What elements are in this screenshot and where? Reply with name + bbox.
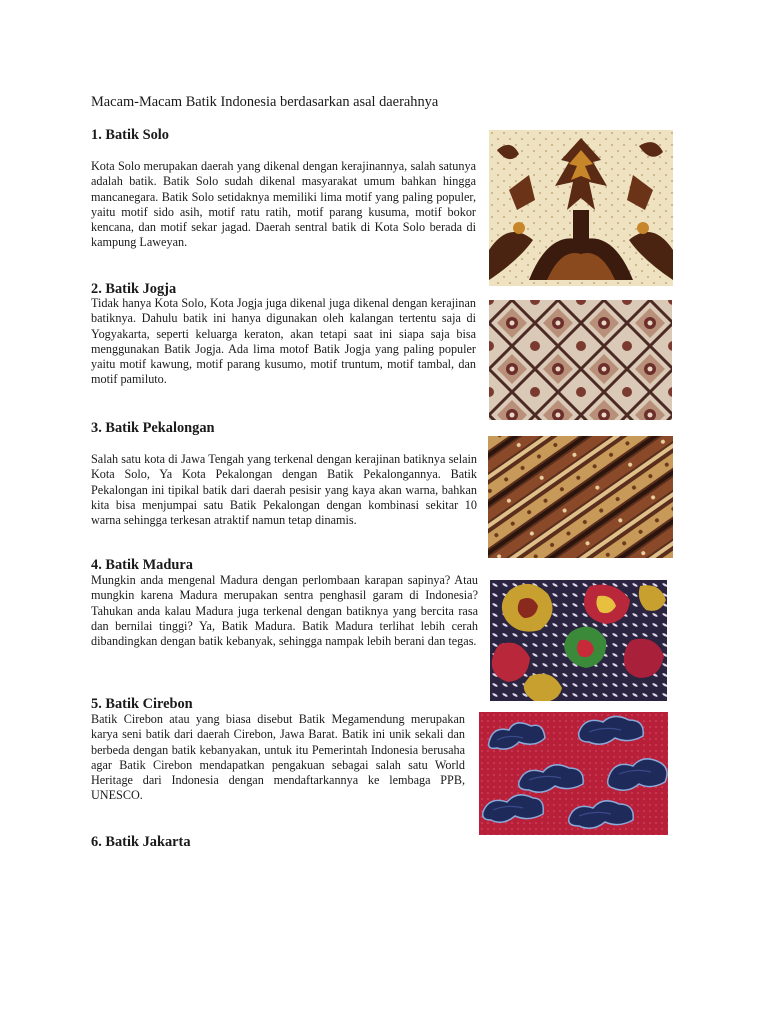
section-text-jogja: Tidak hanya Kota Solo, Kota Jogja juga dikenal juga dikenal dengan kerajinan batiknya. Dahulu batik ini hanya digunakan oleh kalangan tertentu saja di Yogyakarta, seperti keluarga keraton, akan tetapi saat ini siapa saja bisa menggunakan Batik Jogja. Ada lima motof Batik Jogja yang paling populer yaitu motif kawung, motif parang kusumo, motif truntum, motif tambal, dan motif pamiluto. [91, 296, 476, 387]
section-text-cirebon: Batik Cirebon atau yang biasa disebut Batik Megamendung merupakan karya seni batik dari daerah Cirebon, Jawa Barat. Batik ini unik sekali dan berbeda dengan batik kebanyakan, untuk itu Pemerintah Indonesia berusaha agar Batik Cirebon mendapatkan pengakuan sebagai salah satu World Heritage dari Indonesia dengan mendaftarkannya ke lembaga PPB, UNESCO. [91, 712, 465, 803]
section-heading-jakarta: 6. Batik Jakarta [91, 834, 191, 850]
section-heading-pekalongan: 3. Batik Pekalongan [91, 420, 215, 436]
section-heading-cirebon: 5. Batik Cirebon [91, 696, 193, 712]
batik-solo-image [489, 130, 673, 286]
batik-pekalongan-image [488, 436, 673, 558]
section-text-madura: Mungkin anda mengenal Madura dengan perlombaan karapan sapinya? Atau mungkin karena Madura merupakan sentra penghasil garam di Indonesia? Tahukan anda kalau Madura juga terkenal dengan batiknya yang bercita rasa dan bernilai tinggi? Ya, Batik Madura. Batik Madura terlihat lebih cerah dibandingkan dengan batik kebanyak, sehingga nampak lebih berani dan tegas. [91, 573, 478, 649]
section-text-solo: Kota Solo merupakan daerah yang dikenal dengan kerajinannya, salah satunya adalah batik. Batik Solo sudah dikenal masyarakat umum bahkan hingga mancanegara. Batik Solo setidaknya memiliki lima motif yang paling populer, yaitu motif sido asih, motif ratu ratih, motif parang kusuma, motif bokor kencana, dan motif sekar jagad. Daerah sentral batik di Kota Solo berada di kampung Laweyan. [91, 159, 476, 250]
batik-madura-image [490, 580, 667, 701]
section-text-pekalongan: Salah satu kota di Jawa Tengah yang terkenal dengan kerajinan batiknya selain Kota Solo, Ya Kota Pekalongan dengan Batik Pekalongannya. Batik Pekalongan ini tipikal batik dari daerah pesisir yang kaya akan warna, bahkan kita bisa menjumpai satu Batik Pekalongan dengan kombinasi sekitar 10 warna sehingga terkesan atraktif namun tetap dinamis. [91, 452, 477, 528]
batik-jogja-image [489, 300, 672, 420]
section-heading-jogja: 2. Batik Jogja [91, 281, 177, 297]
section-heading-solo: 1. Batik Solo [91, 127, 169, 143]
section-heading-madura: 4. Batik Madura [91, 557, 193, 573]
document-title: Macam-Macam Batik Indonesia berdasarkan asal daerahnya [91, 94, 439, 110]
batik-cirebon-image [479, 712, 668, 835]
